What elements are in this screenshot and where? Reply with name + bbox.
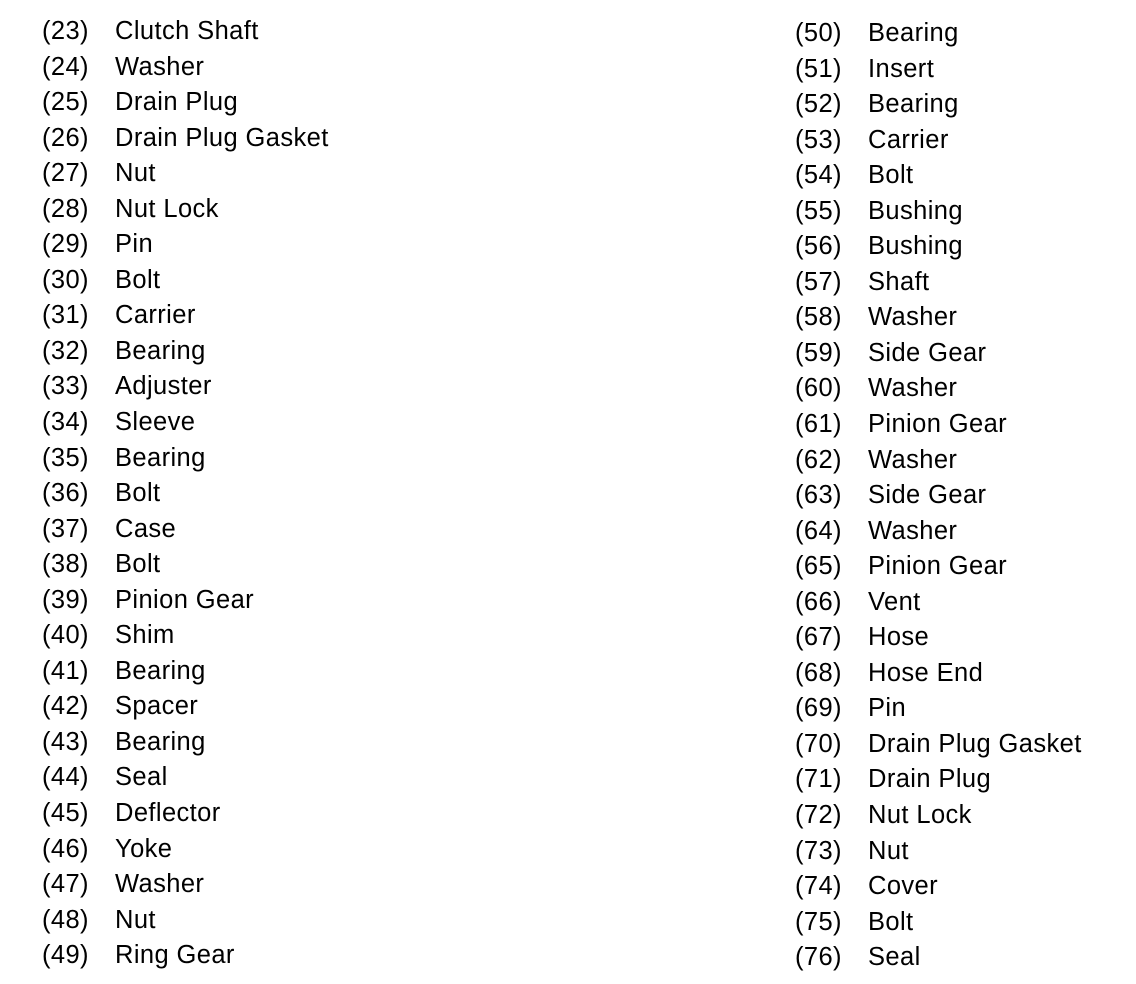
part-number: (76): [795, 943, 842, 972]
part-name: Washer: [115, 52, 205, 81]
part-list-item: [795, 158, 1082, 194]
part-number: (60): [795, 374, 842, 403]
part-list-item: [42, 298, 329, 334]
part-number: (67): [795, 623, 842, 652]
part-name: Bearing: [115, 443, 206, 472]
part-number: (41): [42, 656, 89, 685]
part-list-item: [42, 689, 329, 725]
part-list-item: [795, 123, 1082, 159]
part-name: Drain Plug Gasket: [115, 123, 329, 152]
part-name: Shim: [115, 621, 175, 650]
part-list-item: [42, 405, 329, 441]
part-number: (23): [42, 17, 89, 45]
parts-list-left-column: [42, 14, 329, 974]
part-list-item: [42, 263, 329, 299]
part-name: Drain Plug Gasket: [868, 729, 1082, 758]
part-number: (63): [795, 481, 842, 510]
part-number: (35): [42, 443, 89, 472]
part-name: Spacer: [115, 692, 199, 721]
part-number: (73): [795, 836, 842, 865]
part-name: Side Gear: [868, 338, 987, 367]
part-number: (55): [795, 196, 842, 225]
part-number: (53): [795, 125, 842, 154]
part-number: (37): [42, 514, 89, 543]
part-list-item: [795, 834, 1082, 870]
part-list-item: [42, 903, 329, 939]
part-number: (31): [42, 301, 89, 330]
part-name: Hose: [868, 623, 930, 652]
part-list-item: [795, 727, 1082, 763]
part-list-item: [795, 407, 1082, 443]
part-list-item: [795, 336, 1082, 372]
part-name: Pin: [868, 694, 907, 723]
part-number: (39): [42, 585, 89, 614]
part-number: (44): [42, 763, 89, 792]
part-list-item: [42, 618, 329, 654]
part-name: Bushing: [868, 232, 963, 261]
part-name: Cover: [868, 872, 939, 901]
part-list-item: [795, 16, 1082, 52]
part-list-item: [795, 514, 1082, 550]
part-number: (61): [795, 410, 842, 439]
part-name: Hose End: [868, 658, 984, 687]
part-name: Pin: [115, 230, 154, 259]
part-name: Deflector: [115, 799, 221, 828]
part-list-item: [42, 583, 329, 619]
part-list-item: [795, 478, 1082, 514]
part-name: Bolt: [868, 161, 914, 190]
part-list-item: [795, 300, 1082, 336]
part-number: (57): [795, 267, 842, 296]
part-number: (62): [795, 445, 842, 474]
part-list-item: [42, 725, 329, 761]
part-list-item: [42, 938, 329, 974]
part-list-item: [42, 832, 329, 868]
part-list-item: [42, 512, 329, 548]
part-name: Bearing: [868, 90, 959, 119]
part-list-item: [795, 87, 1082, 123]
part-list-item: [42, 14, 329, 50]
part-number: (40): [42, 621, 89, 650]
part-name: Pinion Gear: [868, 410, 1008, 439]
part-name: Drain Plug: [868, 765, 992, 794]
part-number: (33): [42, 372, 89, 401]
part-list-item: [42, 441, 329, 477]
part-number: (42): [42, 692, 89, 721]
part-number: (70): [795, 729, 842, 758]
part-list-item: [795, 905, 1082, 941]
part-name: Bolt: [115, 479, 161, 508]
part-name: Sleeve: [115, 408, 196, 437]
part-name: Washer: [868, 303, 958, 332]
part-name: Bearing: [115, 727, 206, 756]
part-name: Case: [115, 514, 177, 543]
part-list-item: [42, 156, 329, 192]
part-name: Side Gear: [868, 481, 987, 510]
part-number: (58): [795, 303, 842, 332]
part-list-item: [42, 547, 329, 583]
part-name: Bolt: [868, 907, 914, 936]
part-number: (27): [42, 159, 89, 188]
part-list-item: [42, 192, 329, 228]
part-name: Bearing: [868, 19, 959, 47]
part-list-item: [795, 940, 1082, 976]
part-name: Clutch Shaft: [115, 17, 259, 45]
part-name: Washer: [868, 516, 958, 545]
part-name: Washer: [115, 870, 205, 899]
part-number: (29): [42, 230, 89, 259]
part-list-item: [42, 867, 329, 903]
part-name: Pinion Gear: [868, 552, 1008, 581]
part-list-item: [42, 369, 329, 405]
part-name: Vent: [868, 587, 921, 616]
part-number: (24): [42, 52, 89, 81]
part-name: Bolt: [115, 550, 161, 579]
part-number: (46): [42, 834, 89, 863]
part-number: (25): [42, 88, 89, 117]
part-name: Nut: [115, 159, 156, 188]
part-name: Adjuster: [115, 372, 212, 401]
part-number: (32): [42, 336, 89, 365]
part-list-item: [795, 585, 1082, 621]
part-name: Ring Gear: [115, 941, 235, 970]
part-name: Insert: [868, 54, 935, 83]
part-list-item: [42, 654, 329, 690]
part-list-item: [42, 50, 329, 86]
part-list-item: [42, 334, 329, 370]
part-name: Seal: [115, 763, 168, 792]
part-number: (51): [795, 54, 842, 83]
part-name: Bearing: [115, 656, 206, 685]
part-list-item: [795, 229, 1082, 265]
part-number: (45): [42, 799, 89, 828]
part-list-item: [795, 869, 1082, 905]
part-list-item: [795, 443, 1082, 479]
part-list-item: [795, 620, 1082, 656]
part-number: (52): [795, 90, 842, 119]
part-list-item: [42, 227, 329, 263]
part-number: (48): [42, 905, 89, 934]
part-name: Nut: [115, 905, 156, 934]
part-list-item: [795, 371, 1082, 407]
part-number: (28): [42, 194, 89, 223]
part-number: (38): [42, 550, 89, 579]
part-list-item: [42, 796, 329, 832]
part-list-item: [42, 760, 329, 796]
part-name: Nut: [868, 836, 909, 865]
part-name: Bearing: [115, 336, 206, 365]
part-number: (72): [795, 801, 842, 830]
part-list-item: [795, 265, 1082, 301]
part-number: (36): [42, 479, 89, 508]
part-list-item: [42, 476, 329, 512]
part-number: (59): [795, 338, 842, 367]
part-name: Carrier: [115, 301, 196, 330]
part-number: (66): [795, 587, 842, 616]
part-number: (75): [795, 907, 842, 936]
part-number: (47): [42, 870, 89, 899]
part-name: Nut Lock: [115, 194, 219, 223]
part-list-item: [795, 549, 1082, 585]
part-number: (49): [42, 941, 89, 970]
part-name: Drain Plug: [115, 88, 239, 117]
part-name: Shaft: [868, 267, 930, 296]
part-number: (71): [795, 765, 842, 794]
part-list-item: [795, 762, 1082, 798]
part-name: Bolt: [115, 265, 161, 294]
part-number: (34): [42, 408, 89, 437]
part-name: Yoke: [115, 834, 173, 863]
part-name: Carrier: [868, 125, 949, 154]
part-number: (50): [795, 19, 842, 47]
part-number: (68): [795, 658, 842, 687]
part-name: Bushing: [868, 196, 963, 225]
part-list-item: [795, 194, 1082, 230]
part-name: Washer: [868, 374, 958, 403]
part-number: (64): [795, 516, 842, 545]
parts-list-right-column: [795, 16, 1082, 976]
part-number: (69): [795, 694, 842, 723]
part-number: (56): [795, 232, 842, 261]
part-list-item: [42, 121, 329, 157]
part-list-item: [795, 798, 1082, 834]
part-number: (65): [795, 552, 842, 581]
part-number: (74): [795, 872, 842, 901]
part-number: (26): [42, 123, 89, 152]
part-list-item: [795, 656, 1082, 692]
part-list-item: [795, 52, 1082, 88]
part-number: (30): [42, 265, 89, 294]
part-name: Pinion Gear: [115, 585, 255, 614]
part-name: Seal: [868, 943, 921, 972]
part-list-item: [42, 85, 329, 121]
part-number: (43): [42, 727, 89, 756]
part-name: Nut Lock: [868, 801, 972, 830]
part-list-item: [795, 691, 1082, 727]
part-number: (54): [795, 161, 842, 190]
part-name: Washer: [868, 445, 958, 474]
